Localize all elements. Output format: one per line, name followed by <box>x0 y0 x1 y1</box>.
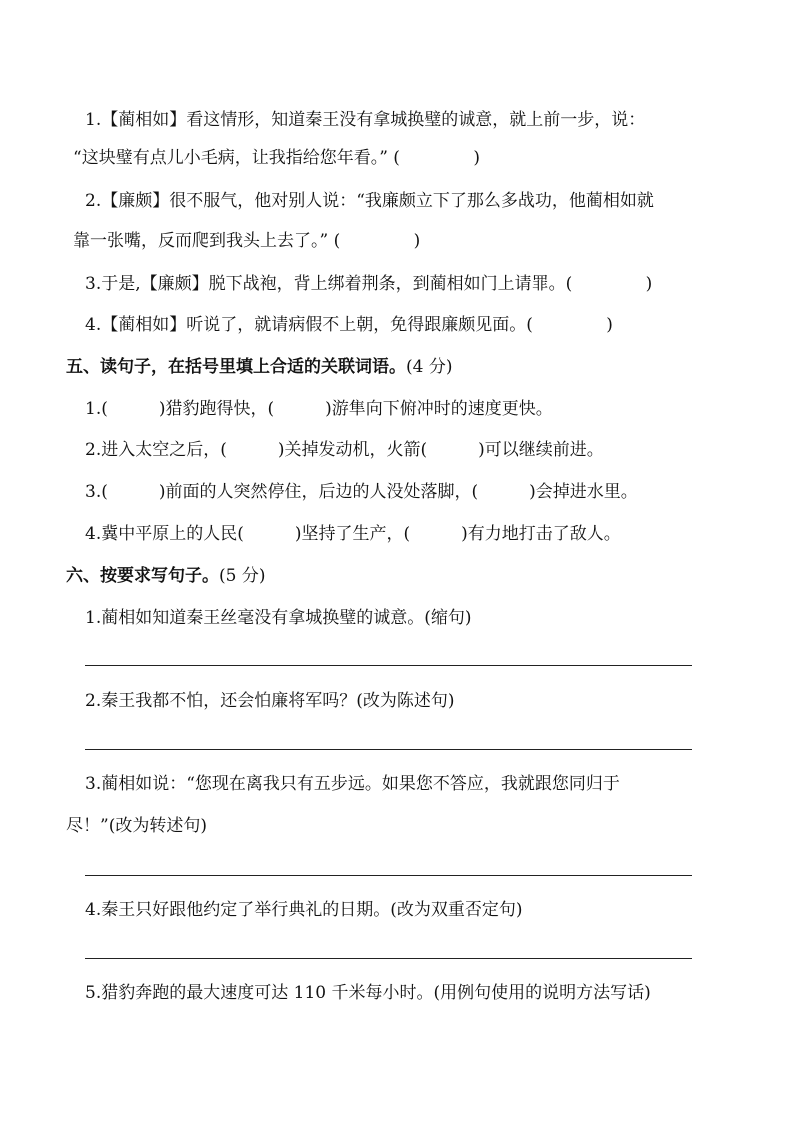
s4-item-1-line2: “这块璧有点儿小毛病，让我指给您年看。” ( ) <box>73 148 480 168</box>
section5-title: 五、读句子，在括号里填上合适的关联词语。 <box>66 357 406 377</box>
s6-item-5: 5.猎豹奔跑的最大速度可达 110 千米每小时。(用例句使用的说明方法写话) <box>85 983 651 1003</box>
answer-line-1[interactable] <box>85 665 692 666</box>
s4-item-4: 4.【蔺相如】听说了，就请病假不上朝，免得跟廉颇见面。( ) <box>85 315 613 335</box>
answer-line-3[interactable] <box>85 875 692 876</box>
s6-item-2: 2.秦王我都不怕，还会怕廉将军吗？(改为陈述句) <box>85 691 455 711</box>
section6-heading <box>66 564 265 588</box>
s5-item-4: 4.冀中平原上的人民( )坚持了生产，( )有力地打击了敌人。 <box>85 524 621 544</box>
section5-heading <box>66 355 452 379</box>
answer-line-4[interactable] <box>85 958 692 959</box>
s5-item-1: 1.( )猎豹跑得快，( )游隼向下俯冲时的速度更快。 <box>85 399 553 419</box>
s5-item-3: 3.( )前面的人突然停住，后边的人没处落脚，( )会掉进水里。 <box>85 482 638 502</box>
s4-item-3: 3.于是,【廉颇】脱下战袍，背上绑着荆条，到蔺相如门上请罪。( ) <box>85 274 653 294</box>
s6-item-3-line2: 尽！”(改为转述句) <box>66 816 207 836</box>
section5-points: (4 分) <box>406 357 453 377</box>
s4-item-1-line1: 1.【蔺相如】看这情形，知道秦王没有拿城换璧的诚意，就上前一步，说： <box>85 110 646 130</box>
section6-points: (5 分) <box>219 566 266 586</box>
answer-line-2[interactable] <box>85 749 692 750</box>
s4-item-2-line1: 2.【廉颇】很不服气，他对别人说：“我廉颇立下了那么多战功，他蔺相如就 <box>85 191 654 211</box>
s6-item-4: 4.秦王只好跟他约定了举行典礼的日期。(改为双重否定句) <box>85 900 523 920</box>
s5-item-2: 2.进入太空之后，( )关掉发动机，火箭( )可以继续前进。 <box>85 440 604 460</box>
s6-item-3-line1: 3.蔺相如说：“您现在离我只有五步远。如果您不答应，我就跟您同归于 <box>85 774 620 794</box>
section6-title: 六、按要求写句子。 <box>66 566 219 586</box>
s6-item-1: 1.蔺相如知道秦王丝毫没有拿城换璧的诚意。(缩句) <box>85 608 472 628</box>
s4-item-2-line2: 靠一张嘴，反而爬到我头上去了。” ( ) <box>73 231 421 251</box>
